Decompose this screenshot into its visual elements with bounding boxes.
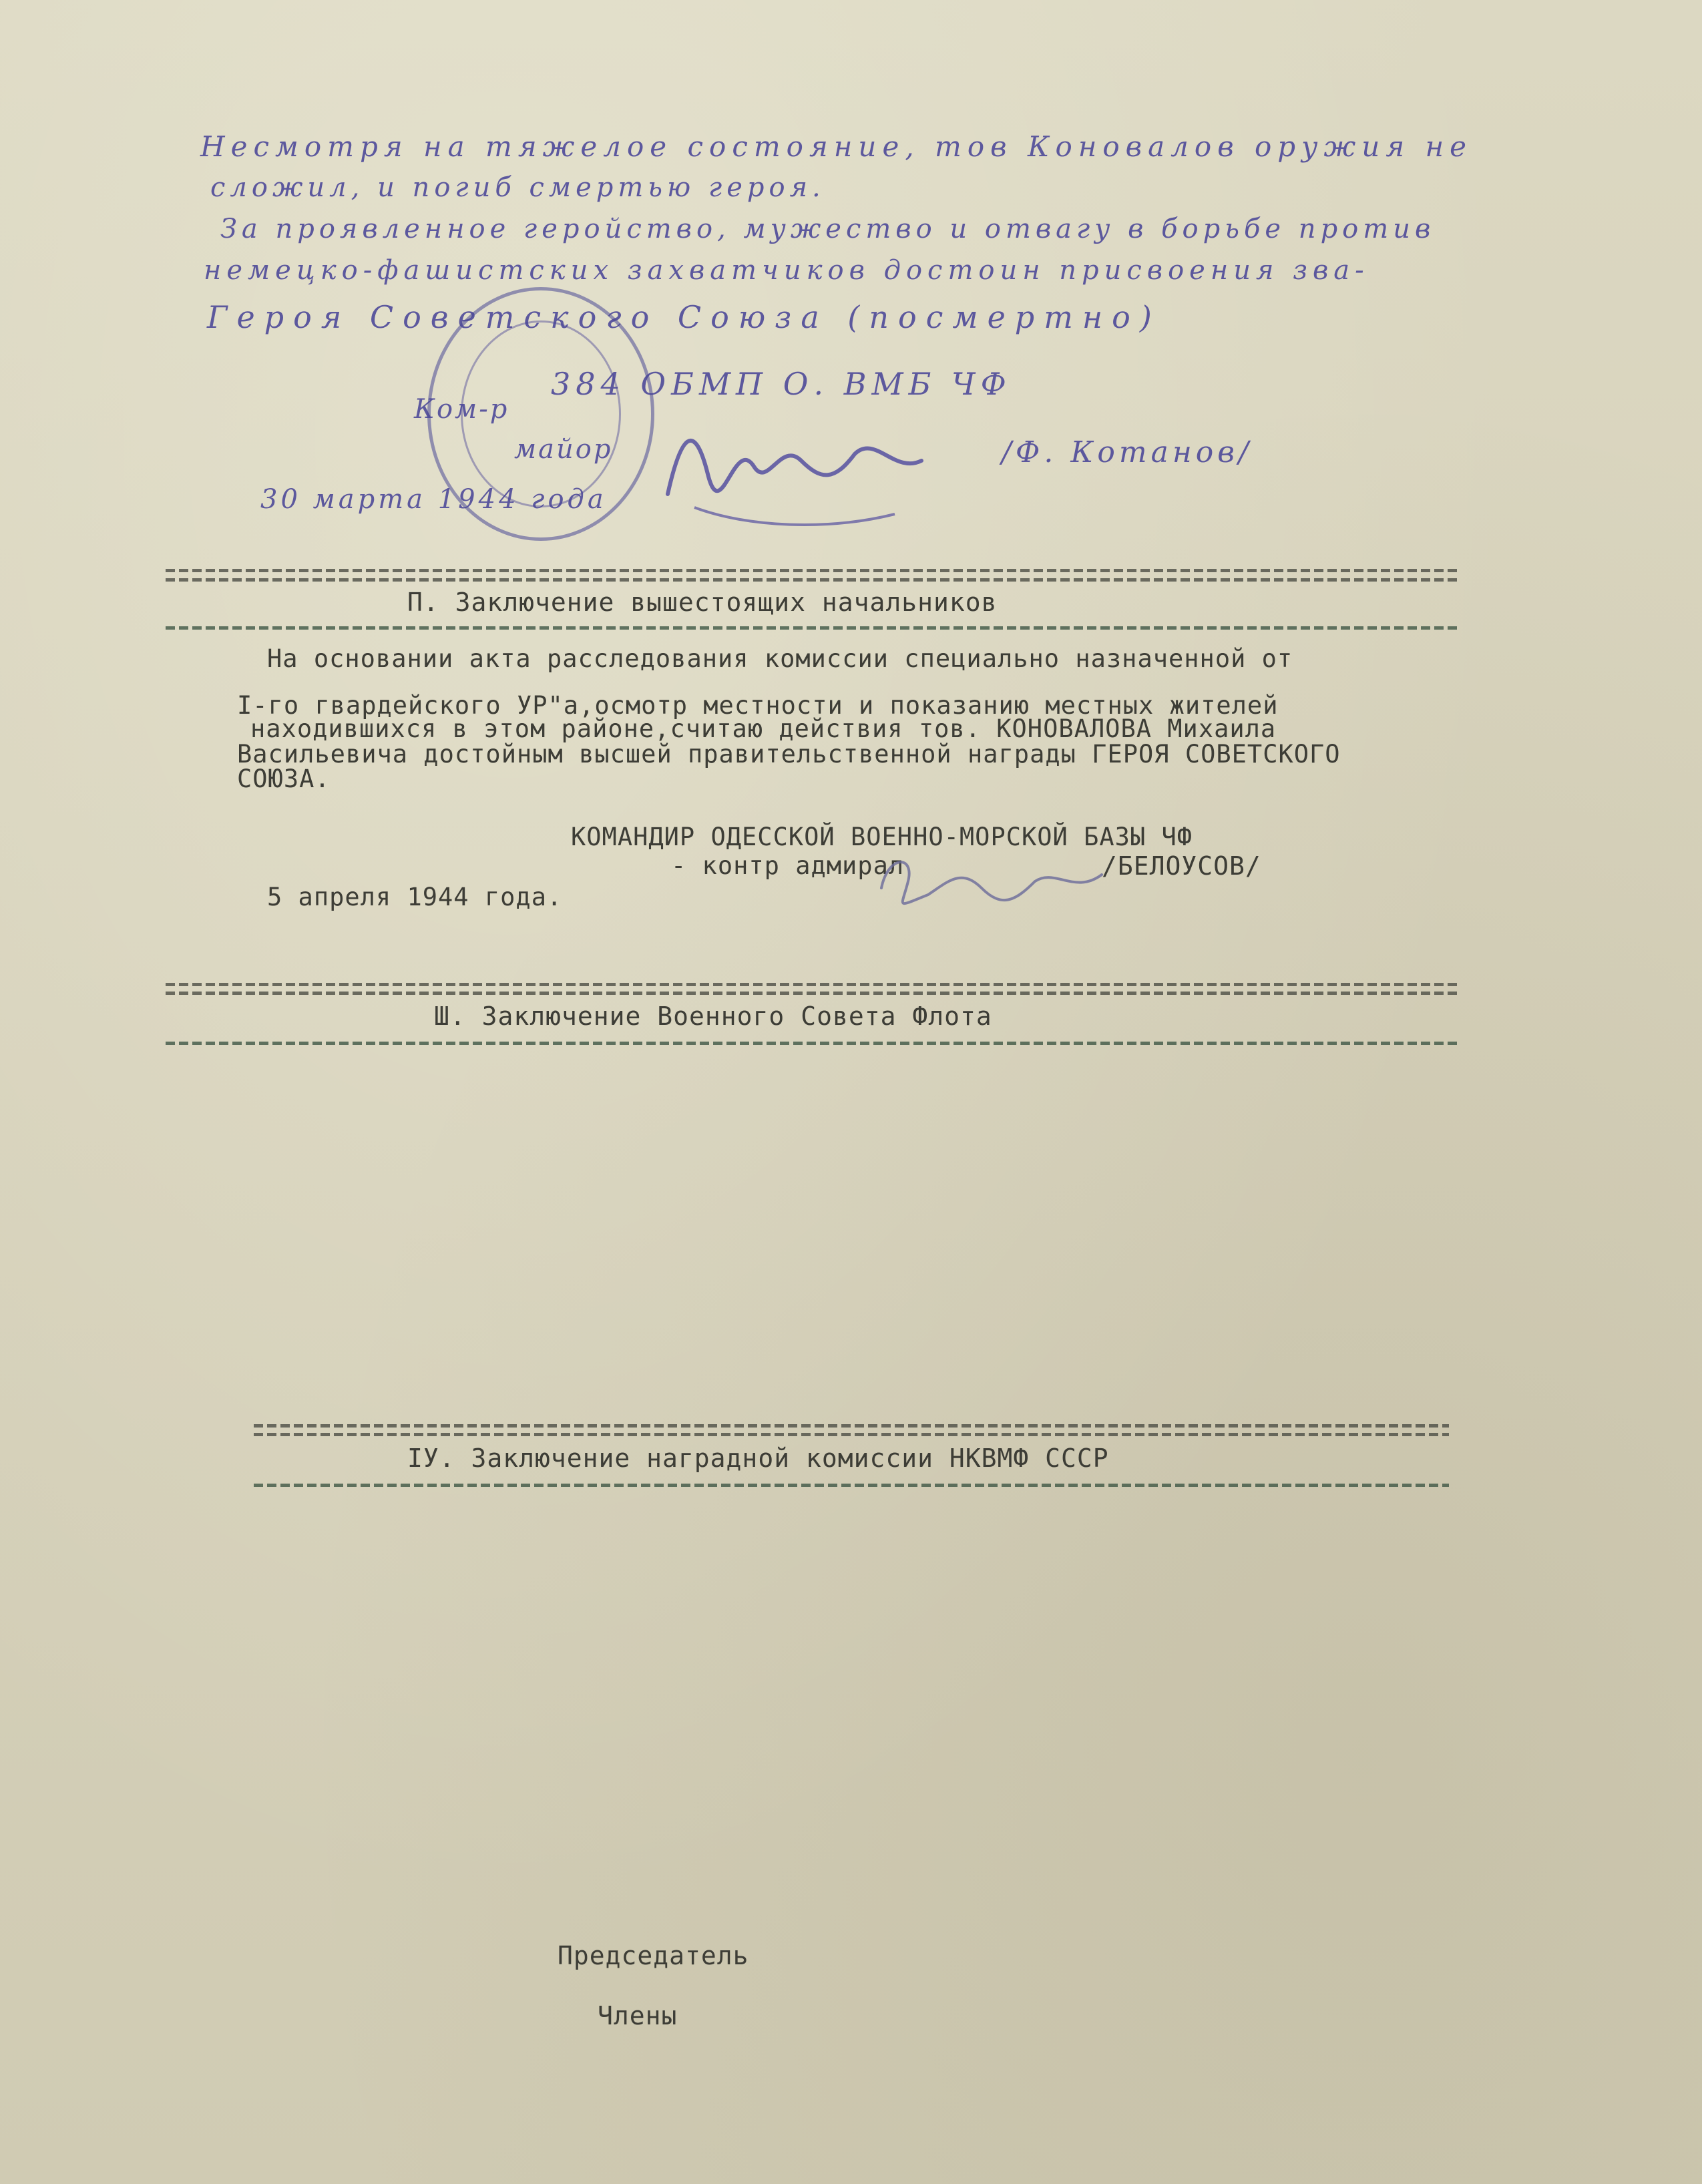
handwritten-line-4: немецко-фашистских захватчиков достоин присвоения зва- bbox=[204, 255, 1369, 286]
section-3-heading: Ш. Заключение Военного Совета Флота bbox=[434, 1002, 992, 1031]
section-2-commander-rank: - контр адмирал bbox=[671, 851, 905, 880]
section-4-top-rule bbox=[254, 1424, 1449, 1428]
official-stamp bbox=[427, 287, 654, 541]
commander-signature bbox=[654, 394, 948, 534]
section-2-paragraph-line-2: I-го гвардейского УР"а,осмотр местности и показанию местных жителей bbox=[237, 691, 1279, 720]
section-2-heading: П. Заключение вышестоящих начальников bbox=[407, 588, 998, 617]
section-2-date: 5 апреля 1944 года. bbox=[267, 883, 563, 911]
section-2-paragraph-line-5: СОЮЗА. bbox=[237, 765, 331, 793]
handwritten-date: 30 марта 1944 года bbox=[260, 484, 607, 515]
section-2-commander-title: КОМАНДИР ОДЕССКОЙ ВОЕННО-МОРСКОЙ БАЗЫ ЧФ bbox=[571, 823, 1193, 851]
handwritten-line-1: Несмотря на тяжелое состояние, тов Коновалов оружия не bbox=[200, 130, 1472, 163]
section-2-commander-name: /БЕЛОУСОВ/ bbox=[1102, 851, 1261, 881]
section-4-heading: IУ. Заключение наградной комиссии НКВМФ СССР bbox=[407, 1444, 1109, 1473]
handwritten-unit: 384 ОБМП О. ВМБ ЧФ bbox=[551, 366, 1012, 402]
section-4-top-rule-2 bbox=[254, 1433, 1449, 1436]
handwritten-commander-label: Ком-р bbox=[414, 394, 509, 425]
section-2-top-rule-2 bbox=[166, 578, 1461, 582]
section-2-top-rule bbox=[166, 569, 1461, 572]
handwritten-line-2: сложил, и погиб смертью героя. bbox=[210, 172, 825, 203]
section-2-paragraph-line-4: Васильевича достойным высшей правительственной награды ГЕРОЯ СОВЕТСКОГО bbox=[237, 740, 1341, 769]
handwritten-line-3: За проявленное геройство, мужество и отвагу в борьбе против bbox=[220, 214, 1436, 244]
section-3-top-rule bbox=[166, 983, 1461, 986]
section-4-bottom-rule bbox=[254, 1484, 1449, 1487]
section-2-paragraph-line-1: На основании акта расследования комиссии специально назначенной от bbox=[267, 644, 1293, 673]
handwritten-line-5: Героя Советского Союза (посмертно) bbox=[207, 299, 1161, 335]
section-2-paragraph-line-3: находившихся в этом районе,считаю действия тов. КОНОВАЛОВА Михаила bbox=[250, 714, 1277, 743]
section-3-top-rule-2 bbox=[166, 992, 1461, 995]
handwritten-name: /Ф. Котанов/ bbox=[1002, 435, 1253, 469]
chairman-label: Председатель bbox=[558, 1941, 749, 1970]
section-3-bottom-rule bbox=[166, 1042, 1461, 1045]
handwritten-rank: майор bbox=[514, 434, 613, 465]
admiral-signature bbox=[868, 841, 1122, 921]
members-label: Члены bbox=[598, 2001, 678, 2030]
section-2-bottom-rule bbox=[166, 626, 1461, 630]
